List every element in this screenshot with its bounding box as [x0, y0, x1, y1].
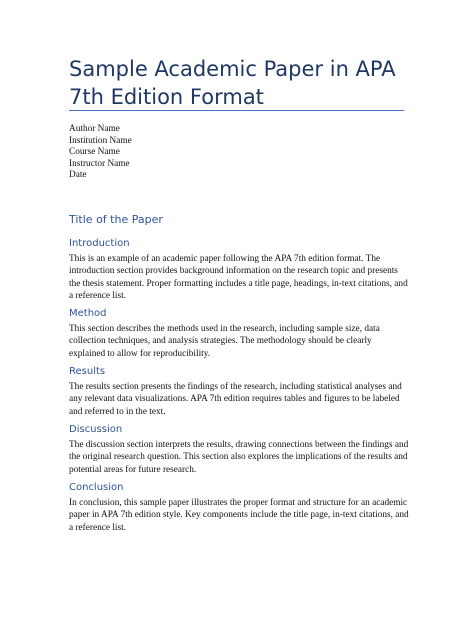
section-body: This is an example of an academic paper following the APA 7th edition format. The introduction section provides background information on the research topic and presents the thesis statement. Proper formatting includes a title page, headings, in-text citations, and a reference list. [69, 254, 408, 302]
title-page-info [69, 124, 132, 182]
section-heading: Discussion [69, 424, 123, 435]
section-body: The discussion section interprets the results, drawing connections between the findings and the original research question. This section also explores the implications of the results and potential areas for future research. [69, 440, 409, 475]
section-discussion [69, 423, 409, 476]
section-body: In conclusion, this sample paper illustrates the proper format and structure for an academic paper in APA 7th edition style. Key components include the title page, in-text citations, and a reference list. [69, 498, 409, 533]
institution-name: Institution Name [69, 135, 132, 146]
document-title: Sample Academic Paper in APA 7th Edition Format [69, 57, 396, 109]
author-name: Author Name [69, 124, 120, 134]
section-body: This section describes the methods used in the research, including sample size, data collection techniques, and analysis strategies. The methodology should be clearly explained to allow for reproducibility. [69, 324, 380, 359]
section-conclusion [69, 481, 409, 534]
course-name: Course Name [69, 147, 120, 158]
section-introduction [69, 237, 409, 303]
date: Date [69, 170, 87, 181]
section-body: The results section presents the findings of the research, including statistical analyses and any relevant data visualizations. APA 7th edition requires tables and figures to be labeled and referred to in the text. [69, 382, 402, 417]
section-heading: Introduction [69, 238, 130, 249]
section-heading: Method [69, 308, 107, 319]
section-heading: Conclusion [69, 482, 124, 493]
paper-title: Title of the Paper [69, 213, 163, 226]
instructor-name: Instructor Name [69, 158, 130, 169]
title-underline [69, 110, 404, 111]
section-heading: Results [69, 366, 106, 377]
section-method [69, 307, 409, 360]
section-results [69, 365, 409, 418]
